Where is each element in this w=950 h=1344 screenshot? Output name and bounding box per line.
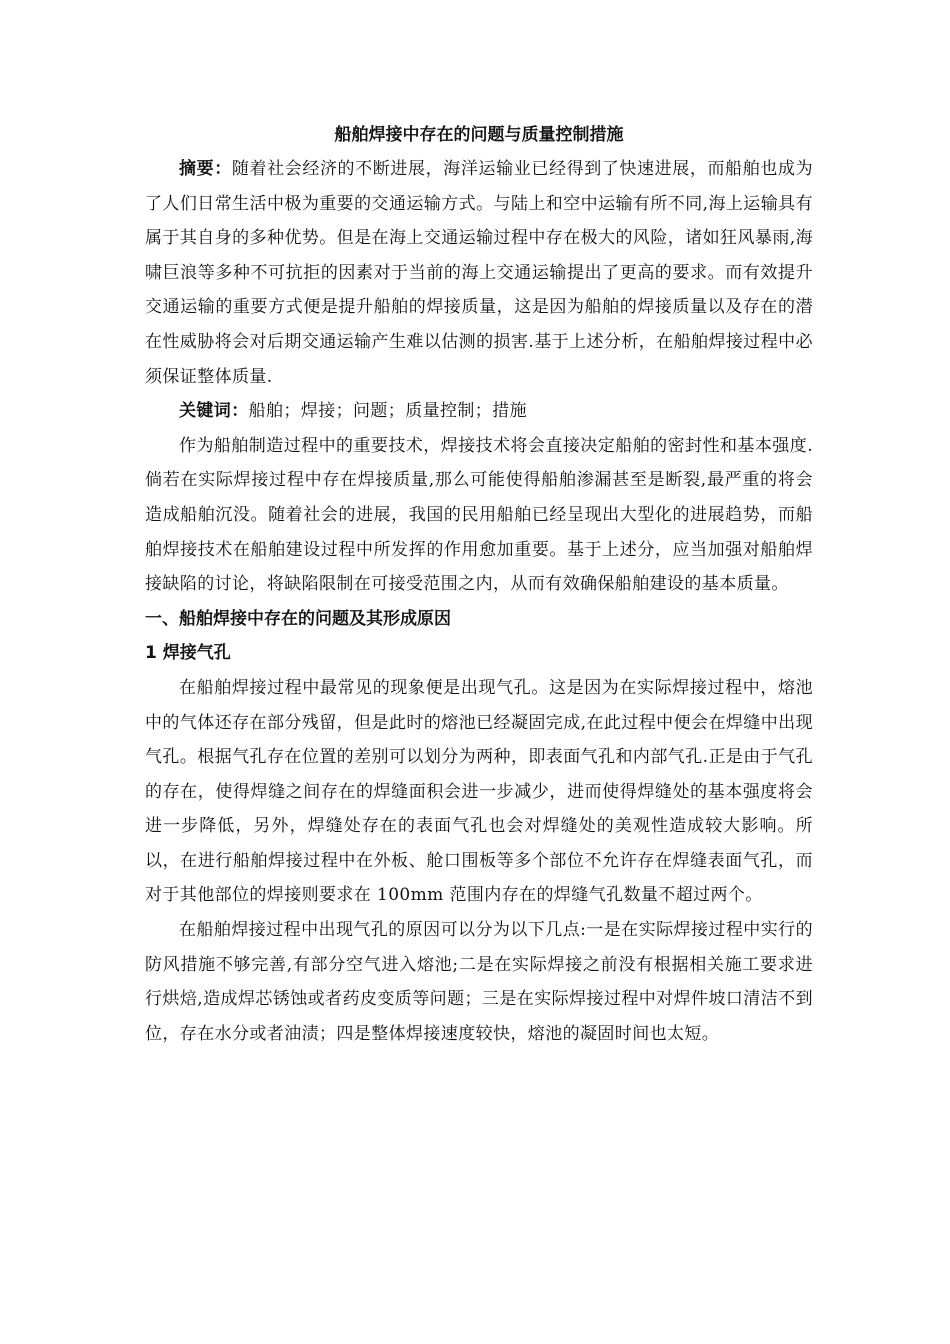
section-heading: 一、船舶焊接中存在的问题及其形成原因	[145, 608, 451, 629]
document-title: 船舶焊接中存在的问题与质量控制措施	[334, 125, 624, 145]
document-page	[145, 118, 813, 1051]
abstract-text: 随着社会经济的不断进展，海洋运输业已经得到了快速进展，而船舶也成为了人们日常生活中极为重要的交通运输方式。与陆上和空中运输有所不同,海上运输具有属于其自身的多种优势。但是在海上交通运输过程中存在极大的风险，诸如狂风暴雨,海啸巨浪等多种不可抗拒的因素对于当前的海上交通运输提出了更高的要求。而有效提升交通运输的重要方式便是提升船舶的焊接质量，这是因为船舶的焊接质量以及存在的潜在性威胁将会对后期交通运输产生难以估测的损害.基于上述分析，在船舶焊接过程中必须保证整体质量.	[145, 159, 814, 387]
abstract-label: 摘要：	[179, 159, 232, 179]
body-paragraph-1: 在船舶焊接过程中最常见的现象便是出现气孔。这是因为在实际焊接过程中，熔池中的气体还存在部分残留，但是此时的熔池已经凝固完成,在此过程中便会在焊缝中出现气孔。根据气孔存在位置的差别可以划分为两种，即表面气孔和内部气孔.正是由于气孔的存在，使得焊缝之间存在的焊缝面积会进一步减少，进而使得焊缝处的基本强度将会进一步降低，另外，焊缝处存在的表面气孔也会对焊缝处的美观性造成较大影响。所以，在进行船舶焊接过程中在外板、舱口围板等多个部位不允许存在焊缝表面气孔，而对于其他部位的焊接则要求在 100mm 范围内存在的焊缝气孔数量不超过两个。	[145, 677, 813, 906]
intro-paragraph: 作为船舶制造过程中的重要技术，焊接技术将会直接决定船舶的密封性和基本强度.倘若在实际焊接过程中存在焊接质量,那么可能使得船舶渗漏甚至是断裂,最严重的将会造成船舶沉没。随着社会的进展，我国的民用船舶已经呈现出大型化的进展趋势，而船舶焊接技术在船舶建设过程中所发挥的作用愈加重要。基于上述分，应当加强对船舶焊接缺陷的讨论，将缺陷限制在可接受范围之内，从而有效确保船舶建设的基本质量。	[145, 435, 813, 595]
keywords-label: 关键词：	[179, 401, 249, 422]
subsection-heading: 1 焊接气孔	[145, 643, 231, 664]
body-paragraph-2: 在船舶焊接过程中出现气孔的原因可以分为以下几点:一是在实际焊接过程中实行的防风措施不够完善,有部分空气进入熔池;二是在实际焊接之前没有根据相关施工要求进行烘焙,造成焊芯锈蚀或者药皮变质等问题；三是在实际焊接过程中对焊件坡口清洁不到位，存在水分或者油渍；四是整体焊接速度较快，熔池的凝固时间也太短。	[145, 920, 813, 1044]
keywords-text: 船舶；焊接；问题；质量控制；措施	[248, 401, 528, 422]
abstract-paragraph	[145, 152, 813, 394]
keywords-paragraph	[145, 394, 813, 429]
